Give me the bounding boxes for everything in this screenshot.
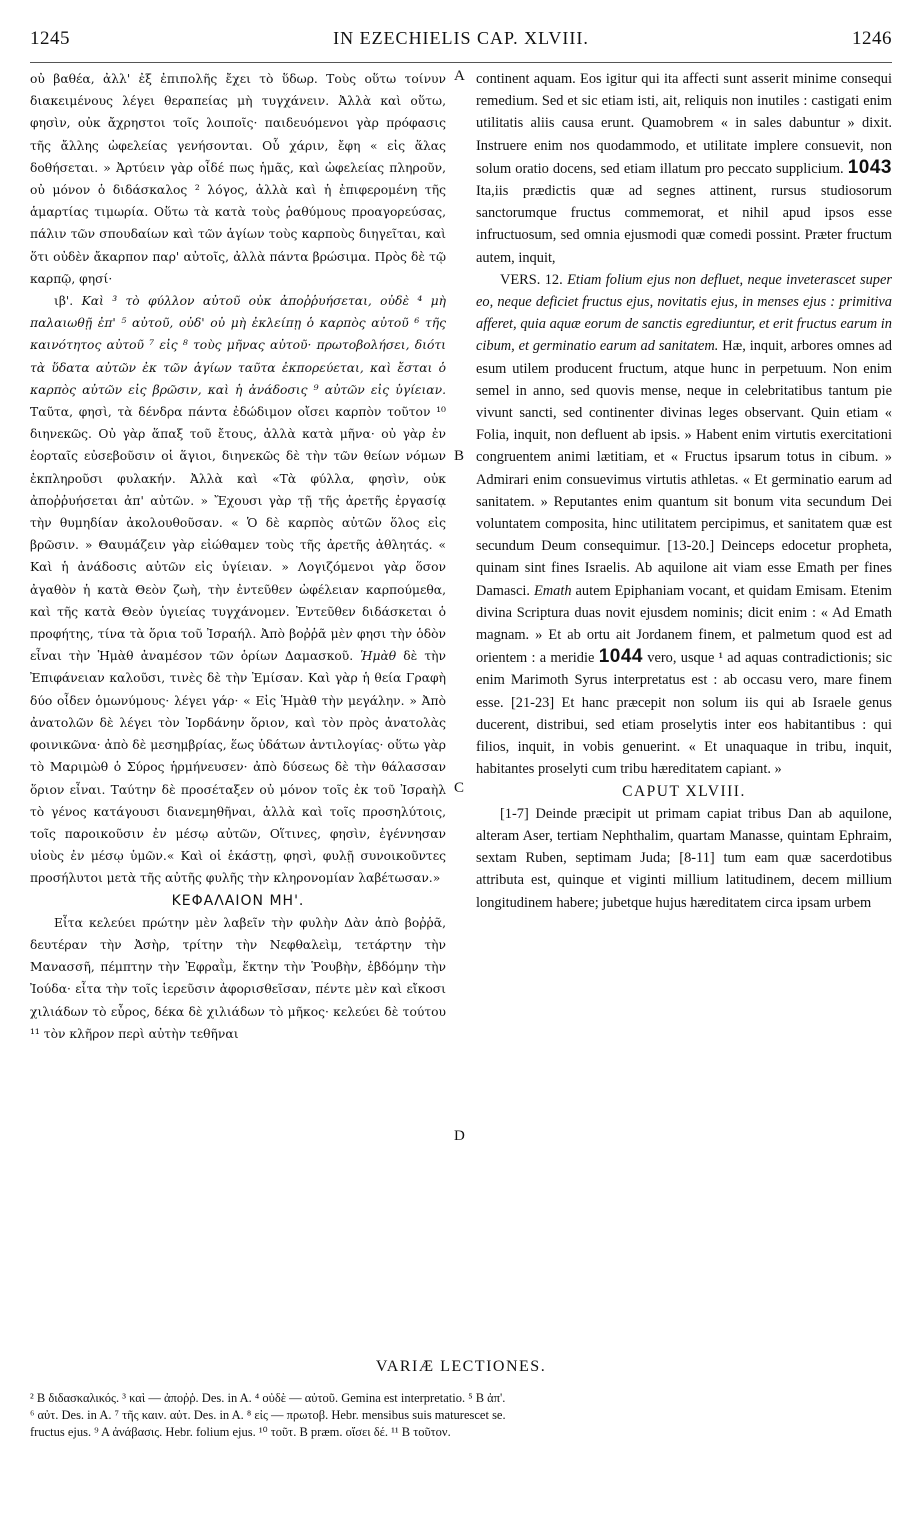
note-line: fructus ejus. ⁹ A ἀνάβασις. Hebr. folium ejus. ¹⁰ τοῦτ. B præm. οἴσει δέ. ¹¹ B τοῦτον. xyxy=(30,1425,451,1439)
note-line: ² B διδασκαλικός. ³ καὶ — ἀποῤῥ. Des. in A. ⁴ οὐδὲ — αὐτοῦ. Gemina est interpretatio. ⁵ B ἀπ'. xyxy=(30,1391,506,1405)
greek-chapter-paragraph: Εἶτα κελεύει πρώτην μὲν λαβεῖν τὴν φυλὴν Δὰν ἀπὸ βοῤῥᾶ, δευτέραν τὴν Ἀσὴρ, τρίτην τὴν Νεφθαλεὶμ, τετάρτην τὴν Μανασσῆ, πέμπτην τὴν Ἐφραῒμ, ἕκτην τὴν Ῥουβὴν, ἑβδόμην τὴν Ἰούδα· εἶτα τὴν τοῖς ἱερεῦσιν ἀφορισθεῖσαν, πέντε μὲν καὶ εἴκοσι χιλιάδων τὸ εὖρος, δέκα δὲ χιλιάδων τὸ μῆκος· κελεύει δὲ τούτου ¹¹ τὸν κλῆρον περὶ αὐτὴν τεθῆναι xyxy=(30,915,446,1041)
latin-chapter-paragraph: [1-7] Deinde præcipit ut primam capiat tribus Dan ab aquilone, alteram Aser, tertiam Nephthalim, quartam Manasse, quintam Ephraim, sextam Ruben, septimam Juda; [8-11] tum eam quæ sacerdotibus attributa est, quinque et viginti millium latitudinem, decem millium longitudinem habere; jubetque hujus hæreditatem circa ipsam urbem xyxy=(476,805,892,911)
margin-letter-c: C xyxy=(454,780,465,796)
margin-letter-b: B xyxy=(454,448,465,464)
greek-paragraph: οὐ βαθέα, ἀλλ' ἐξ ἐπιπολῆς ἔχει τὸ ὕδωρ. Τοὺς οὕτω τοίνυν διακειμένους λέγει θεραπείας μὴ τυγχάνειν. Ἀλλὰ καὶ οὕτω, φησὶν, οὐκ ἄχρηστοι τοῖς λοιποῖς· παιδευόμενοι γὰρ πρόφασις τῆς ἄλλης ὠφελείας γενήσονται. Οὗ χάριν, ἔφη « εἰς ἅλας δοθήσεται. » Ἀρτύειν γὰρ οἶδέ πως ἡμᾶς, καὶ ὠφελείας πληροῦν, οὐ μόνον ὁ διδάσκαλος ² λόγος, ἀλλὰ καὶ ἡ ἐπιφερομένη τῆς ἁμαρτίας τιμωρία. Οὕτω τὰ κατὰ τοὺς ῥαθύμους προαγορεύσας, πάλιν τῶν σπουδαίων καὶ τῶν ἁγίων τοὺς καρποὺς διηγεῖται, καὶ ὅτι οὐδὲν ἄκαρπον παρ' αὐτοῖς, ἀλλὰ πάντα βρώσιμα. Πρὸς δὲ τῷ καρπῷ, φησί· xyxy=(30,72,446,286)
variae-title: VARIÆ LECTIONES. xyxy=(375,1358,547,1375)
latin-commentary-end: vero, usque ¹ ad aquas contradictionis; sic enim Marimoth Syrus interpretatus est : ab occasu vero, mare finem esse. [21-23] Et hanc præcepit non solum iis qui ab Israele genus ducerent, distribui, sed etiam proselytis inter eos habitantibus : qui filios, inquit, in vobis genuerint. « Et unaquaque in tribu, inquit, habitantes proselyti cum tribu hæreditatem capiant. » xyxy=(476,650,893,778)
variae-notes xyxy=(30,1390,892,1441)
margin-letter-a: A xyxy=(454,68,465,84)
greek-column xyxy=(30,68,446,1045)
page-number-left: 1245 xyxy=(30,28,70,49)
latin-verse-paragraph xyxy=(476,269,892,781)
latin-paragraph xyxy=(476,68,892,269)
greek-verse-paragraph xyxy=(30,290,446,889)
latin-verse-label: VERS. 12. xyxy=(500,271,563,288)
greek-commentary: Ταῦτα, φησὶ, τὰ δένδρα πάντα ἐδώδιμον οἴσει καρπὸν τοῦτον ¹⁰ διηνεκῶς. Οὐ γὰρ ἅπαξ τοῦ ἔτους, ἀλλὰ κατὰ μῆνα· οὐ γὰρ ἐν ἑορταῖς εὐσεβοῦσιν οἱ ἅγιοι, διηνεκῶς δὲ τὴν τῶν θείων νόμων ἐκπληροῦσι φυλακήν. Ἀλλὰ καὶ «Τὰ φύλλα, φησὶν, οὐκ ἀποῤῥυήσεται ἀπ' αὐτῶν. » Ἔχουσι γὰρ τῇ τῆς ἀρετῆς ἐργασίᾳ τὴν θυμηδίαν ἀκολουθοῦσαν. « Ὁ δὲ καρπὸς αὐτῶν ὅλος εἰς βρῶσιν. » Θαυμάζειν γὰρ εἰώθαμεν τοὺς τῆς ἀρετῆς ἀθλητάς. « Καὶ ἡ ἀνάδοσις αὐτῶν εἰς ὑγίειαν. » Λογιζόμενοι γὰρ ὅσον ἀγαθὸν ἡ κατὰ Θεὸν ζωὴ, τὴν ἐντεῦθεν ὠφέλειαν καρπούμεθα, καὶ τῆς κατὰ Θεὸν ὑγιείας τυγχάνομεν. Ἐντεῦθεν διδάσκεται ὁ προφήτης, τίνα τὰ ὅρια τοῦ Ἰσραήλ. Ἀπὸ βοῤῥᾶ μὲν φησι τὴν ὁδὸν εἶναι τὴν Ἡμὰθ ἀναμέσον τῶν ὁρίων Δαμασκοῦ. xyxy=(30,405,446,664)
greek-commentary-cont: δὲ τὴν Ἐπιφάνειαν καλοῦσι, τινὲς δὲ τὴν Ἐμίσαν. Καὶ γὰρ ἡ θεία Γραφὴ δύο οἶδεν ὁμωνύμους· λέγει γάρ· « Εἰς Ἡμὰθ τὴν μεγάλην. » Ἀπὸ ἀνατολῶν δὲ λέγει τὸν Ἰορδάνην ὅριον, καὶ τὸν πρὸς ἀνατολὰς φοινικῶνα· ἀπὸ δὲ μεσημβρίας, ἕως ὑδάτων ἀντιλογίας· οὕτω γὰρ τὸ Μαριμὼθ ὁ Σύρος ἡρμήνευσεν· ἀπὸ δύσεως δὲ τὴν θάλασσαν ὅριον εἶναι. Ταύτην δὲ προσέταξεν οὐ μόνον τοῖς ἐκ τοῦ Ἰσραὴλ τὸ γένος κατάγουσι διανεμηθῆναι, ἀλλὰ καὶ τοῖς προσηλύτοις, τοῖς παροικοῦσιν ἐν μέσῳ αὐτῶν, Οἵτινες, φησὶν, ἐγέννησαν υἱοὺς ἐν μέσῳ ὑμῶν.« Καὶ οἱ ἑκάστῃ, φησὶ, φυλῇ συνοικοῦντες προσήλυτοι μετὰ τῆς αὐτῆς φυλῆς τὴν κληρονομίαν λαβέτωσαν.» xyxy=(30,649,446,886)
latin-commentary-cont: autem Epiphaniam vocant, et quidam Emisam. Etenim divina Scriptura duas novit ejusdem nominis; dicit enim : « Ad Emath magnam. » Et ab ortu ait Jordanem finem, et palmetum quod est ad orientem : a meridie xyxy=(476,582,892,667)
latin-commentary: Hæ, inquit, arbores omnes ad esum utilem producent fructum, atque hunc in perpetuum. Non enim semel in anno, sed quovis mense, neque in celebritatibus tantum pie vivunt sancti, sed continenter divinas leges observant. Quin etiam « Folia, inquit, non defluent ab ipsis. » Habent enim virtutis exercitationi congruentem animi lætitiam, et « Fructus ipsarum totus in cibum. » Admirari enim consuevimus virtutis athletas. « Et germinatio earum ad sanitatem. » Reputantes enim quantum sit bonum vita secundum Dei voluntatem composita, hinc utilitatem percipimus, et sanitatem quæ est secundum Deum consequimur. [13-20.] Deinceps edocetur propheta, quinam sint fines Israelis. Ab aquilone ait viam esse Emath per fines Damasci. xyxy=(476,338,892,599)
greek-italic-word: Ἡμὰθ xyxy=(360,649,397,664)
latin-chapter-heading: CAPUT XLVIII. xyxy=(622,782,746,800)
latin-italic-word: Emath xyxy=(533,582,572,599)
greek-verse-number: ιβ'. xyxy=(54,294,74,309)
running-title: IN EZECHIELIS CAP. XLVIII. xyxy=(333,28,589,48)
latin-verse-text: Etiam folium ejus non defluet, neque inveterascet super eo, neque deficiet fructus ejus, novitatis ejus, in menses ejus : primitiva afferet, quia aquæ eorum de sanctis egrediuntur, et erit fructus earum in cibum, et germinatio earum ad sanitatem. xyxy=(476,271,892,355)
latin-text-cont: Ita,iis prædictis quæ ad segnes attinent, rursus studiosorum sanctorumque fructus commemorat, et nihil apud ipsos esse infructuosum, sed omnia ejusmodi quæ comedi possint. Præter fructum autem, inquit, xyxy=(476,183,892,266)
column-number: 1043 xyxy=(847,156,892,178)
column-number-2: 1044 xyxy=(598,646,643,668)
page-header xyxy=(30,28,892,63)
page-number-right: 1246 xyxy=(851,28,892,49)
margin-letter-d: D xyxy=(454,1128,465,1144)
latin-column xyxy=(476,68,892,914)
margin-letters xyxy=(450,68,474,1268)
greek-verse-text: Καὶ ³ τὸ φύλλον αὐτοῦ οὐκ ἀποῤῥυήσεται, οὐδὲ ⁴ μὴ παλαιωθῇ ἐπ' ⁵ αὐτοῦ, οὐδ' οὐ μὴ ἐκλείπῃ ὁ καρπὸς αὐτοῦ ⁶ τῆς καινότητος αὐτοῦ ⁷ εἰς ⁸ τοὺς μῆνας αὐτοῦ· πρωτοβολήσει, διότι τὰ ὕδατα αὐτῶν ἐκ τῶν ἁγίων ταῦτα ἐκπορεύεται, καὶ ἔσται ὁ καρπὸς αὐτῶν εἰς βρῶσιν, καὶ ἡ ἀνάδοσις ⁹ αὐτῶν εἰς ὑγίειαν. xyxy=(30,294,446,397)
latin-text: continent aquam. Eos igitur qui ita affecti sunt asserit minime consequi remedium. Sed et sic etiam isti, ait, reliquis non inutiles : castigati enim utilitatis aliis causa erunt. Quamobrem « in sales dabuntur » dixit. Instruere enim nos quodammodo, et utilitate implere consuevit, non solum oratio docens, sed etiam illatum pro peccato supplicium. xyxy=(476,71,892,177)
note-line: ⁶ αὐτ. Des. in A. ⁷ τῆς καιν. αὐτ. Des. in A. ⁸ εἰς — πρωτοβ. Hebr. mensibus suis maturescet se. xyxy=(30,1408,506,1422)
greek-chapter-heading: ΚΕΦΑΛΑΙΟΝ ΜΗ'. xyxy=(171,892,305,909)
page xyxy=(30,28,892,1512)
